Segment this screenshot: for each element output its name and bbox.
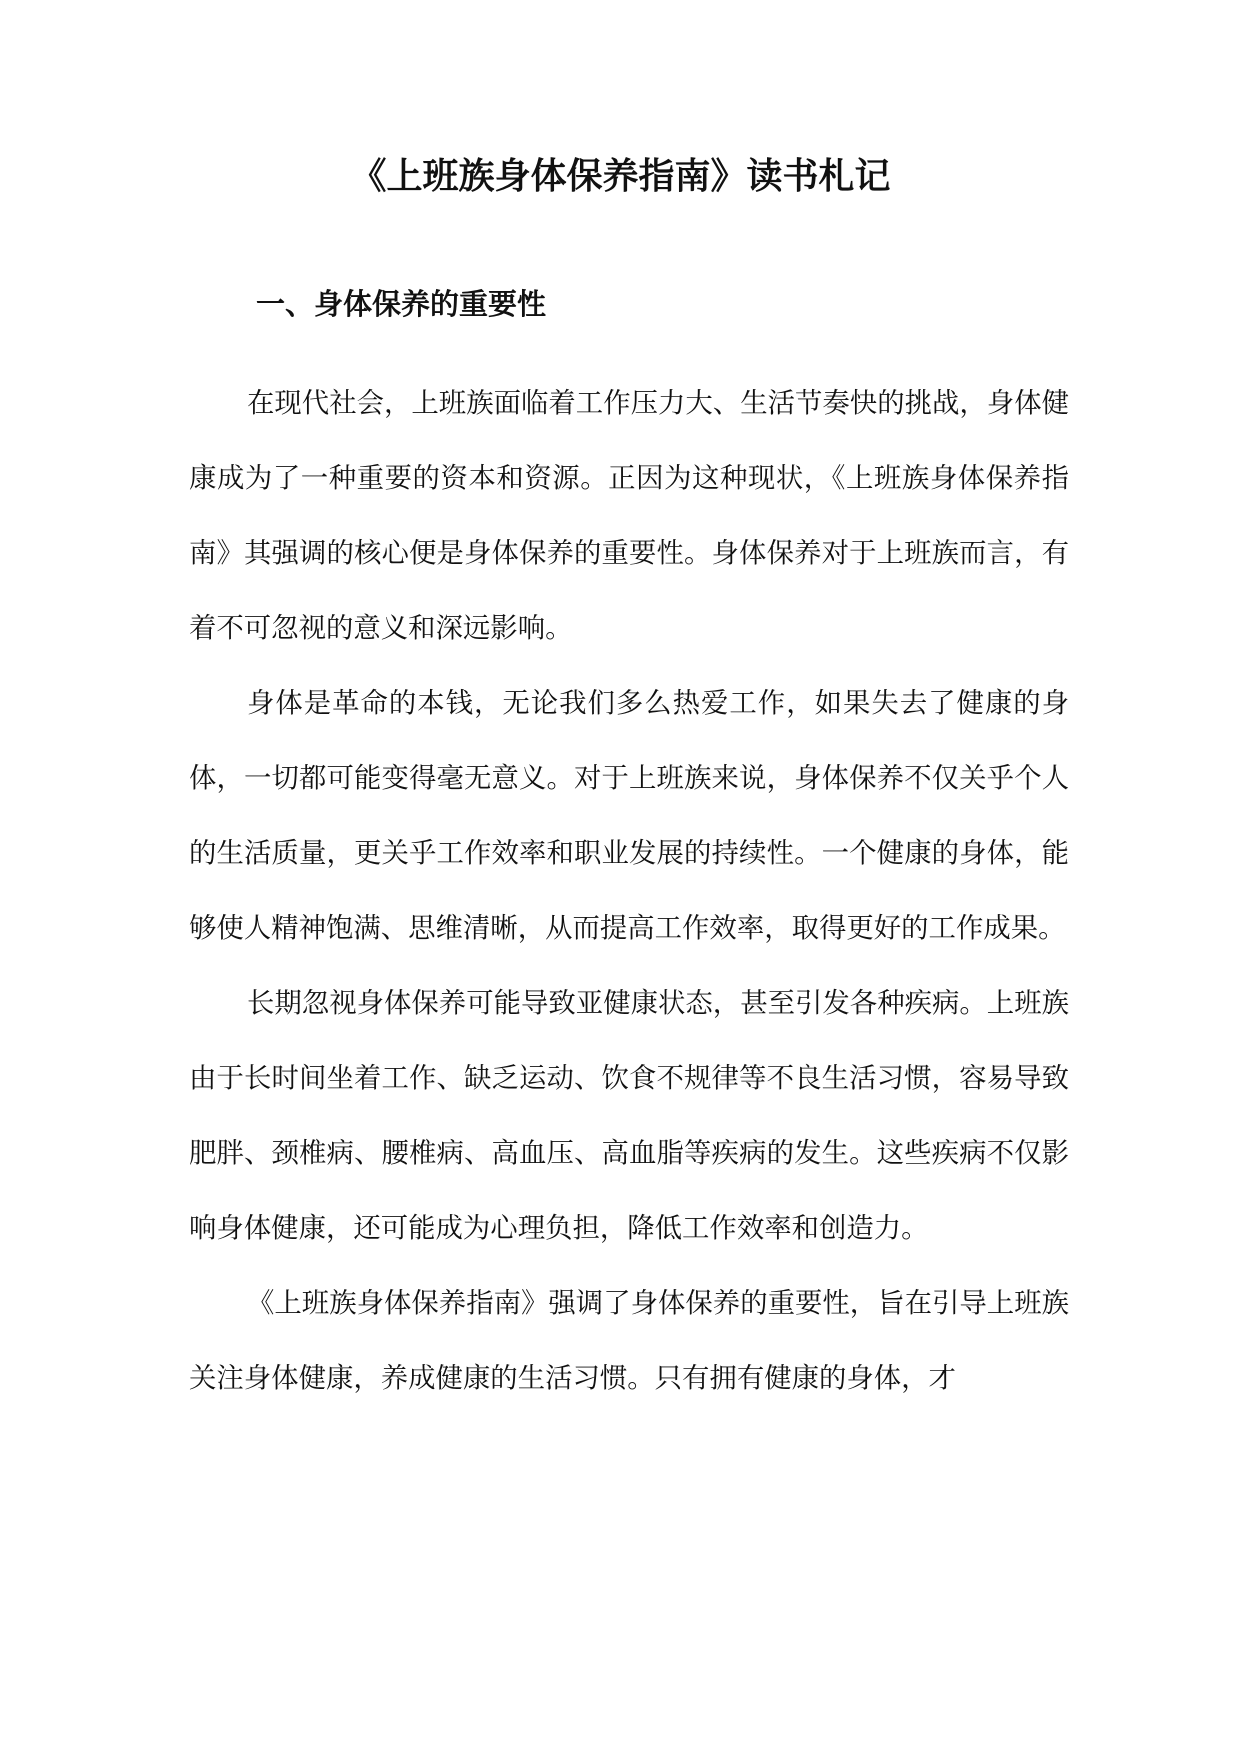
document-title: 《上班族身体保养指南》读书札记 [350,156,891,197]
paragraph: 《上班族身体保养指南》强调了身体保养的重要性，旨在引导上班族关注身体健康，养成健康的生活习惯。只有拥有健康的身体，才 [189,1288,1069,1394]
document-body [189,366,1069,1416]
section-heading: 一、身体保养的重要性 [256,287,547,321]
paragraph: 在现代社会，上班族面临着工作压力大、生活节奏快的挑战，身体健康成为了一种重要的资本和资源。正因为这种现状，《上班族身体保养指南》其强调的核心便是身体保养的重要性。身体保养对于上班族而言，有着不可忽视的意义和深远影响。 [189,388,1069,644]
paragraph: 长期忽视身体保养可能导致亚健康状态，甚至引发各种疾病。上班族由于长时间坐着工作、缺乏运动、饮食不规律等不良生活习惯，容易导致肥胖、颈椎病、腰椎病、高血压、高血脂等疾病的发生。这些疾病不仅影响身体健康，还可能成为心理负担，降低工作效率和创造力。 [189,988,1069,1244]
paragraph: 身体是革命的本钱，无论我们多么热爱工作，如果失去了健康的身体，一切都可能变得毫无意义。对于上班族来说，身体保养不仅关乎个人的生活质量，更关乎工作效率和职业发展的持续性。一个健康的身体，能够使人精神饱满、思维清晰，从而提高工作效率，取得更好的工作成果。 [189,688,1069,944]
